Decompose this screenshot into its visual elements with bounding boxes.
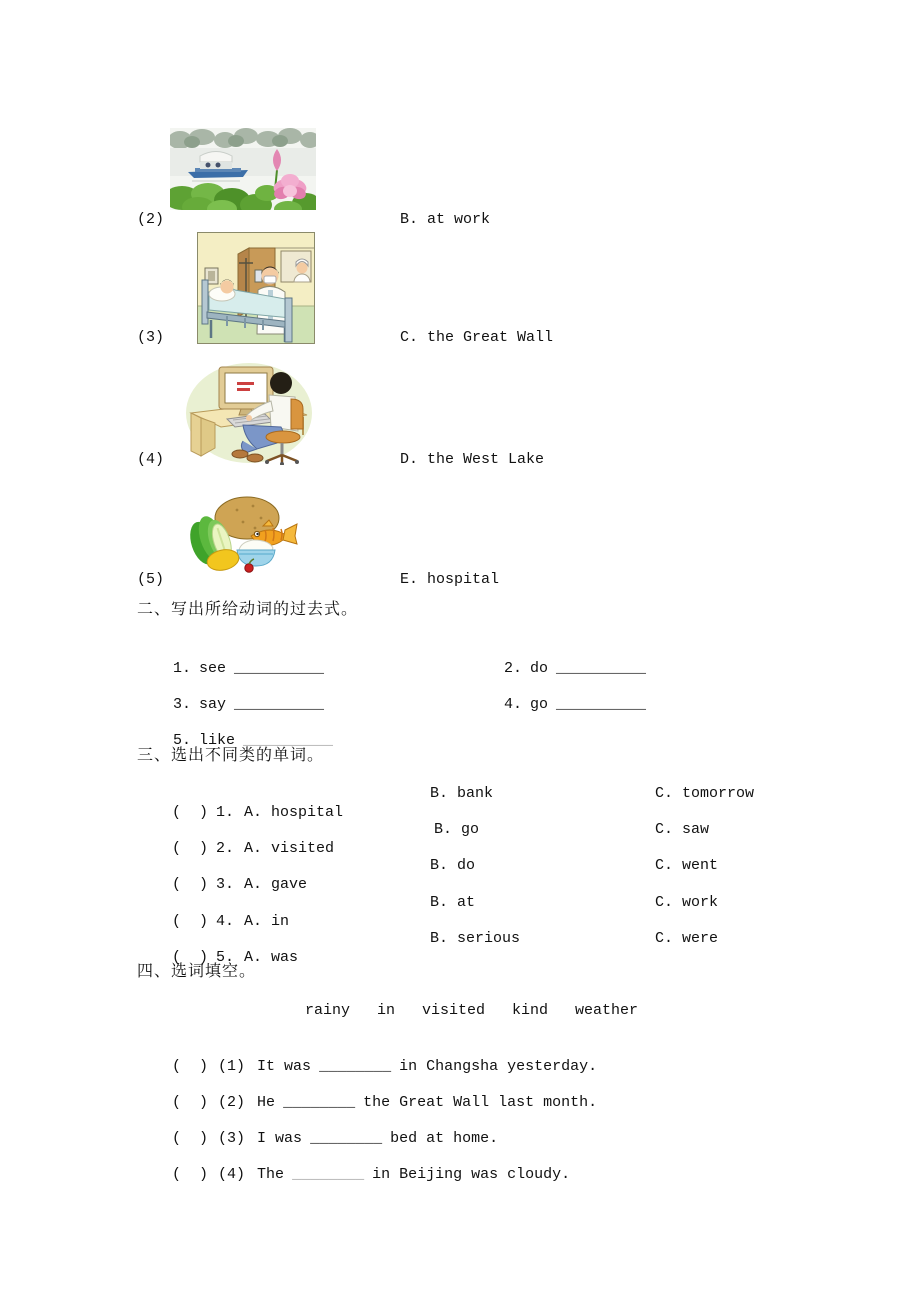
choice-option-a: A. in: [244, 913, 290, 930]
verb-item-blank: __________: [234, 696, 325, 713]
verb-item-word: do: [530, 660, 549, 677]
fill-row-blank: ________: [283, 1094, 356, 1111]
fill-row-number: (3): [218, 1130, 246, 1147]
fill-row-text-before: He: [257, 1094, 276, 1111]
fill-row-text-after: the Great Wall last month.: [363, 1094, 598, 1111]
verb-item-blank: __________: [556, 660, 647, 677]
choice-row-number: 3.: [216, 876, 235, 893]
west-lake-photo: [170, 128, 316, 210]
fill-row-text-before: I was: [257, 1130, 303, 1147]
choice-option-a: A. gave: [244, 876, 308, 893]
verb-item-number: 4.: [504, 696, 523, 713]
verb-item-number: 3.: [173, 696, 192, 713]
matching-item-number: (2): [137, 211, 165, 228]
fill-row-text-before: The: [257, 1166, 285, 1183]
word-bank: rainy in visited kind weather: [305, 1002, 639, 1019]
matching-item-number: (4): [137, 451, 165, 468]
choice-option-a: A. was: [244, 949, 299, 966]
food-items: [185, 492, 300, 574]
choice-row-number: 1.: [216, 804, 235, 821]
answer-bracket: ( ): [172, 949, 209, 966]
fill-row-blank: ________: [319, 1058, 392, 1075]
choice-row-number: 5.: [216, 949, 235, 966]
answer-bracket: ( ): [172, 1094, 209, 1111]
verb-item-blank: __________: [243, 732, 334, 749]
fill-row: [136, 1146, 570, 1203]
verb-item: [468, 676, 646, 733]
choice-option-b: B. bank: [430, 785, 494, 802]
fill-row-blank: ________: [292, 1166, 365, 1183]
answer-bracket: ( ): [172, 840, 209, 857]
choice-option-a: A. visited: [244, 840, 335, 857]
answer-bracket: ( ): [172, 913, 209, 930]
answer-bracket: ( ): [172, 1058, 209, 1075]
verb-item-number: 5.: [173, 732, 192, 749]
choice-option-b: B. serious: [430, 930, 521, 947]
verb-item-word: like: [199, 732, 236, 749]
fill-row-text-after: in Beijing was cloudy.: [372, 1166, 571, 1183]
fill-row-text-after: bed at home.: [390, 1130, 499, 1147]
matching-item-number: (5): [137, 571, 165, 588]
choice-option-c: C. tomorrow: [655, 785, 755, 802]
matching-item-number: (3): [137, 329, 165, 346]
section-three-title: 三、选出不同类的单词。: [137, 747, 325, 765]
fill-row-blank: ________: [310, 1130, 383, 1147]
choice-option-c: C. saw: [655, 821, 710, 838]
choice-option-b: B. go: [434, 821, 480, 838]
fill-row-number: (4): [218, 1166, 246, 1183]
fill-row-text-before: It was: [257, 1058, 312, 1075]
section-four-title: 四、选词填空。: [137, 963, 257, 981]
matching-option-e: E. hospital: [400, 571, 500, 588]
matching-option-d: D. the West Lake: [400, 451, 545, 468]
verb-item-word: go: [530, 696, 549, 713]
answer-bracket: ( ): [172, 804, 209, 821]
verb-item-blank: __________: [556, 696, 647, 713]
verb-item-number: 2.: [504, 660, 523, 677]
choice-option-b: B. at: [430, 894, 476, 911]
choice-row-number: 4.: [216, 913, 235, 930]
matching-option-b: B. at work: [400, 211, 491, 228]
choice-option-c: C. went: [655, 857, 719, 874]
fill-row-number: (2): [218, 1094, 246, 1111]
choice-option-a: A. hospital: [244, 804, 344, 821]
verb-item-word: say: [199, 696, 227, 713]
choice-row-number: 2.: [216, 840, 235, 857]
choice-option-c: C. work: [655, 894, 719, 911]
verb-item-number: 1.: [173, 660, 192, 677]
choice-option-b: B. do: [430, 857, 476, 874]
verb-item-word: see: [199, 660, 227, 677]
computer-work-scene: [185, 357, 317, 465]
answer-bracket: ( ): [172, 1166, 209, 1183]
choice-option-c: C. were: [655, 930, 719, 947]
hospital-scene: [197, 232, 315, 344]
verb-item-blank: __________: [234, 660, 325, 677]
matching-option-c: C. the Great Wall: [400, 329, 554, 346]
fill-row-text-after: in Changsha yesterday.: [399, 1058, 598, 1075]
answer-bracket: ( ): [172, 1130, 209, 1147]
fill-row-number: (1): [218, 1058, 246, 1075]
answer-bracket: ( ): [172, 876, 209, 893]
section-two-title: 二、写出所给动词的过去式。: [137, 601, 359, 619]
